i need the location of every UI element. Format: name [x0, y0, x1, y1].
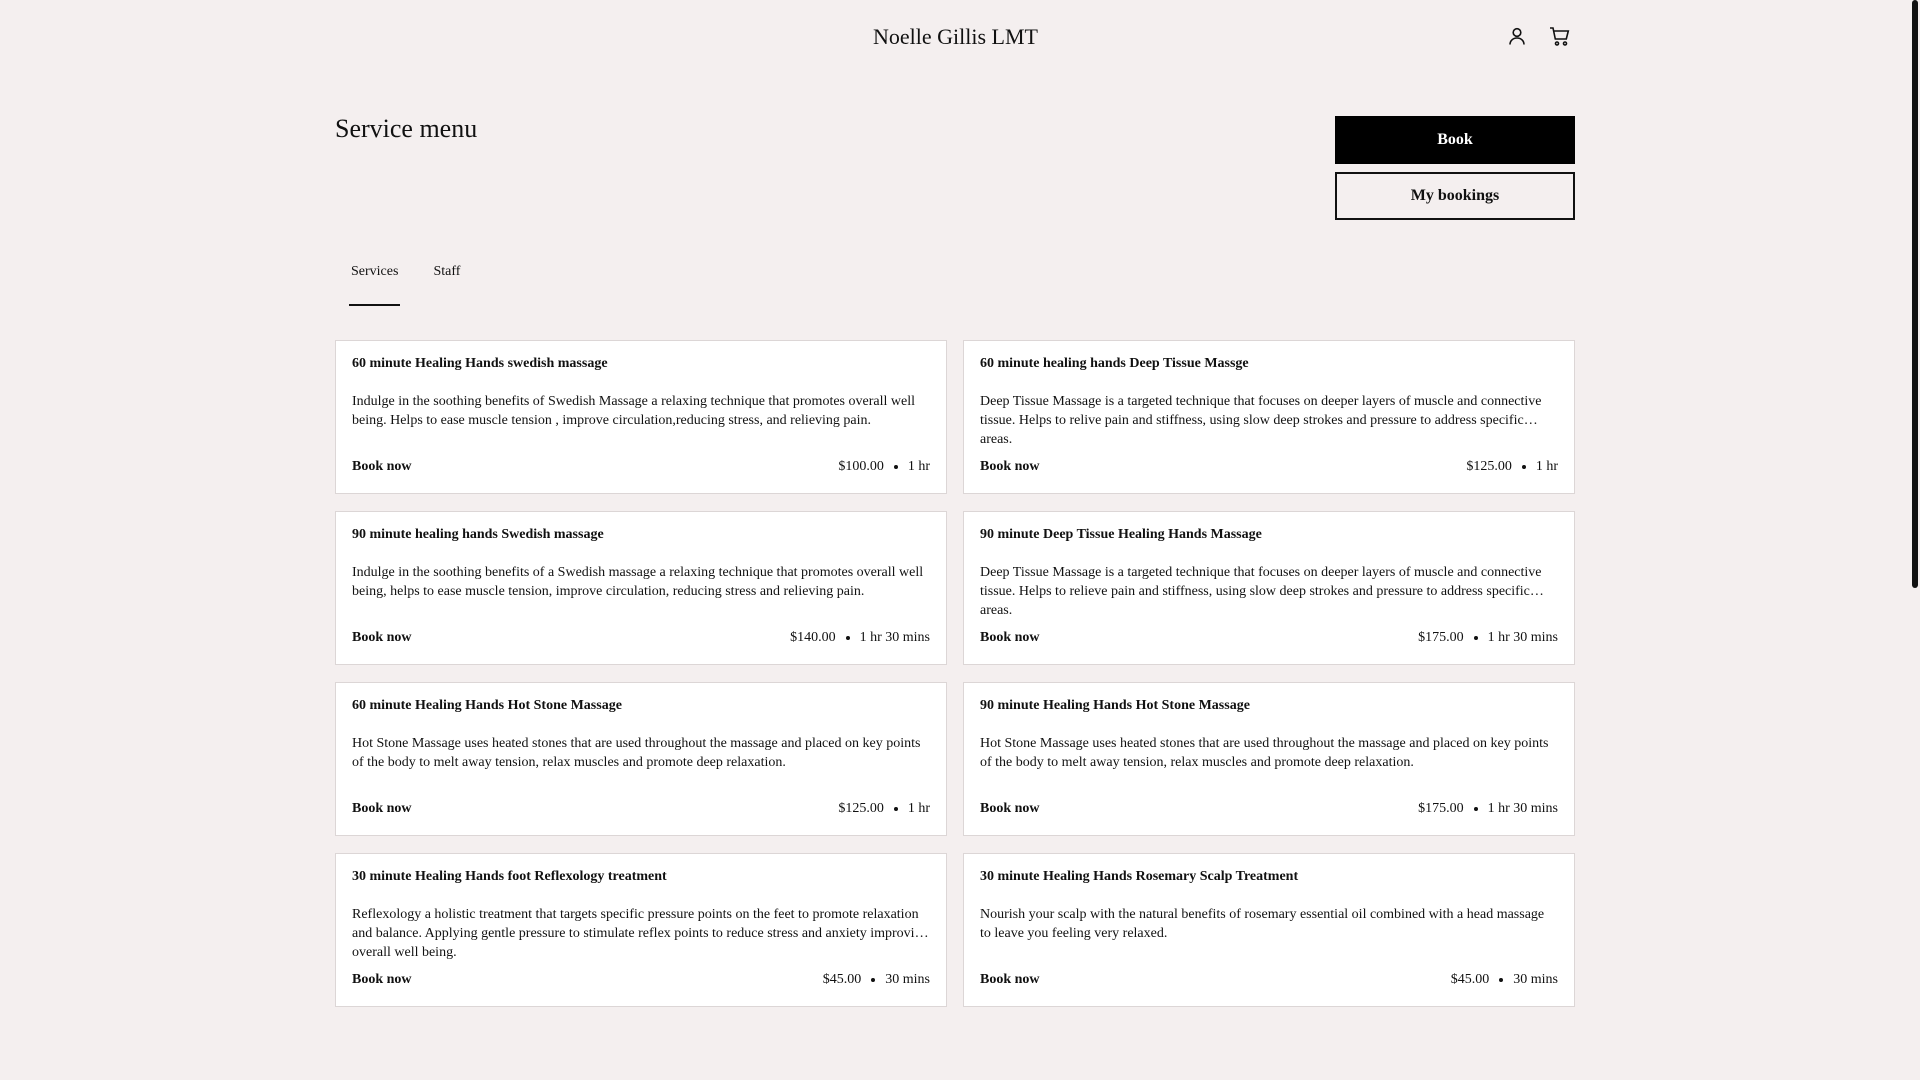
service-duration: 1 hr	[1535, 459, 1558, 474]
separator-dot	[894, 807, 898, 811]
service-price: $125.00	[838, 801, 884, 816]
book-now-link[interactable]: Book now	[352, 630, 412, 645]
service-description: Hot Stone Massage uses heated stones that are used throughout the massage and placed on key points of the body to melt away tension, relax muscles and promote deep relaxation.	[980, 736, 1549, 770]
service-duration: 1 hr	[907, 801, 930, 816]
book-now-link[interactable]: Book now	[980, 630, 1040, 645]
service-title: 90 minute Deep Tissue Healing Hands Massage	[980, 527, 1262, 542]
service-duration: 1 hr 30 mins	[859, 630, 930, 645]
book-now-link[interactable]: Book now	[980, 972, 1040, 987]
service-description: Indulge in the soothing benefits of Swedish Massage a relaxing technique that promotes overall well being. Helps to ease muscle tension , improve circulation,reducing stress, and relieving pain.	[352, 394, 915, 428]
service-price: $45.00	[822, 972, 862, 987]
service-duration: 30 mins	[1513, 972, 1558, 987]
vertical-scrollbar[interactable]	[1903, 0, 1920, 1080]
service-description: Deep Tissue Massage is a targeted technique that focuses on deeper layers of muscle and connective tissue. Helps to relive pain and stiffness, using slow deep strokes and pressure to address specific areas.	[980, 394, 1542, 447]
service-description: Deep Tissue Massage is a targeted technique that focuses on deeper layers of muscle and connective tissue. Helps to relieve pain and stiffness, using slow deep strokes and pressure to address specific areas.	[980, 565, 1542, 618]
tabs	[349, 260, 462, 306]
service-card[interactable]	[963, 682, 1575, 836]
service-title: 60 minute Healing Hands Hot Stone Massage	[352, 698, 622, 713]
service-price: $45.00	[1450, 972, 1490, 987]
book-now-link[interactable]: Book now	[352, 459, 412, 474]
service-card[interactable]	[963, 511, 1575, 665]
service-price: $175.00	[1418, 801, 1464, 816]
separator-dot	[1499, 978, 1503, 982]
tab-services[interactable]: Services	[349, 260, 400, 306]
book-button[interactable]: Book	[1335, 116, 1575, 164]
service-card[interactable]	[335, 340, 947, 494]
service-list	[335, 340, 1575, 1007]
service-duration: 1 hr	[907, 459, 930, 474]
service-title: 90 minute healing hands Swedish massage	[352, 527, 604, 542]
service-description: Indulge in the soothing benefits of a Swedish massage a relaxing technique that promotes overall well being, helps to ease muscle tension, improve circulation, reducing stress and relieving pain.	[352, 565, 924, 599]
header-icons	[1505, 24, 1571, 48]
tab-staff[interactable]: Staff	[433, 264, 461, 279]
service-card[interactable]	[335, 853, 947, 1007]
service-card[interactable]	[963, 853, 1575, 1007]
service-card[interactable]	[335, 511, 947, 665]
book-now-link[interactable]: Book now	[352, 801, 412, 816]
scrollbar-thumb[interactable]	[1912, 0, 1918, 588]
separator-dot	[871, 978, 875, 982]
service-card[interactable]	[335, 682, 947, 836]
account-icon[interactable]	[1505, 24, 1529, 48]
book-now-link[interactable]: Book now	[980, 801, 1040, 816]
book-now-link[interactable]: Book now	[352, 972, 412, 987]
separator-dot	[894, 465, 898, 469]
separator-dot	[1522, 465, 1526, 469]
service-card[interactable]	[963, 340, 1575, 494]
service-description: Hot Stone Massage uses heated stones that are used throughout the massage and placed on key points of the body to melt away tension, relax muscles and promote deep relaxation.	[352, 736, 921, 770]
service-price: $125.00	[1466, 459, 1512, 474]
service-price: $140.00	[790, 630, 836, 645]
service-duration: 30 mins	[885, 972, 930, 987]
site-header	[0, 0, 1903, 76]
separator-dot	[846, 636, 850, 640]
service-price: $100.00	[838, 459, 884, 474]
my-bookings-button[interactable]: My bookings	[1335, 172, 1575, 220]
service-title: 60 minute healing hands Deep Tissue Massge	[980, 356, 1249, 371]
service-price: $175.00	[1418, 630, 1464, 645]
service-title: 30 minute Healing Hands foot Reflexology treatment	[352, 869, 667, 884]
service-description: Nourish your scalp with the natural benefits of rosemary essential oil combined with a head massage to leave you feeling very relaxed.	[980, 907, 1545, 941]
site-title[interactable]: Noelle Gillis LMT	[873, 24, 1038, 49]
service-title: 60 minute Healing Hands swedish massage	[352, 356, 608, 371]
page-title: Service menu	[335, 114, 478, 143]
cart-icon[interactable]	[1547, 24, 1571, 48]
separator-dot	[1474, 636, 1478, 640]
service-duration: 1 hr 30 mins	[1487, 801, 1558, 816]
service-duration: 1 hr 30 mins	[1487, 630, 1558, 645]
service-description: Reflexology a holistic treatment that targets specific pressure points on the feet to promote relaxation and balance. Applying gentle pressure to stimulate reflex points to reduce stress and anxiety improving overall well being.	[352, 907, 929, 960]
service-title: 90 minute Healing Hands Hot Stone Massage	[980, 698, 1250, 713]
book-now-link[interactable]: Book now	[980, 459, 1040, 474]
service-title: 30 minute Healing Hands Rosemary Scalp Treatment	[980, 869, 1299, 884]
separator-dot	[1474, 807, 1478, 811]
